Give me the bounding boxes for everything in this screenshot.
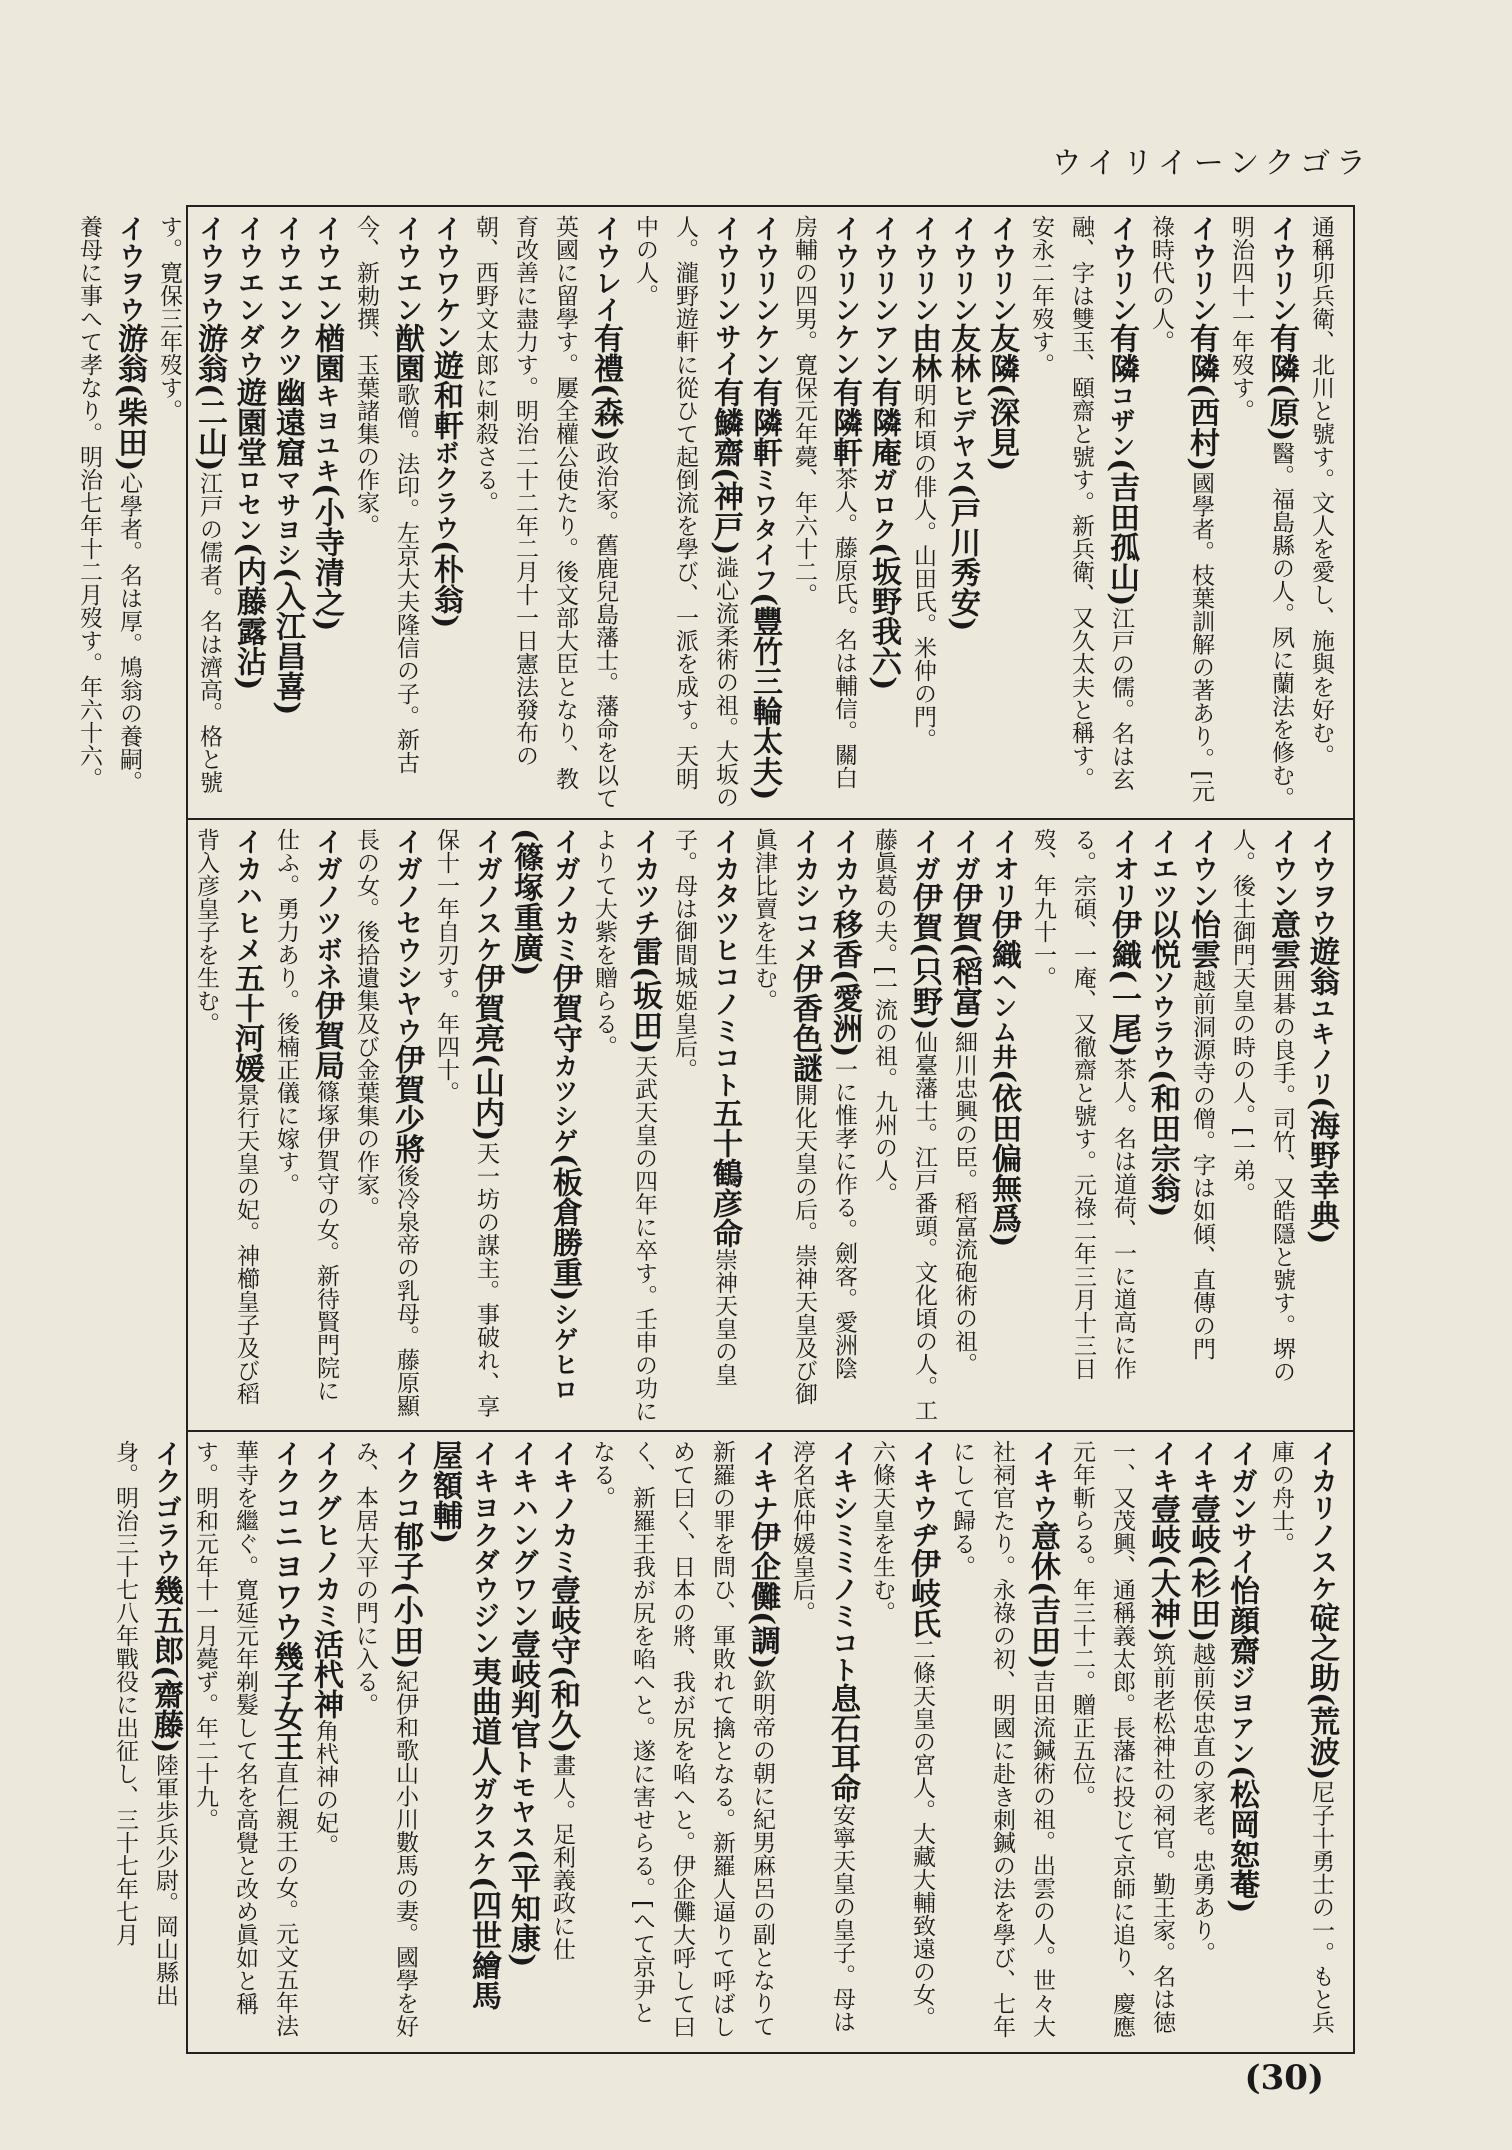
entry-block-top	[76, 215, 1341, 811]
entry-headword-kana: イウン	[1187, 828, 1218, 909]
entry-term: 怡雲	[1185, 909, 1220, 969]
entry-reading: キヨユキ	[312, 383, 341, 483]
entry-term: 夷曲道人	[466, 1656, 501, 1776]
entry-description: 天武天皇の四年に卒す。壬申の功によりて大紫を贈らる。	[591, 828, 657, 1423]
entry-term: 五十鶴彦命	[707, 1098, 742, 1248]
entry-term: 有隣庵	[866, 377, 901, 467]
dictionary-entry	[268, 215, 307, 811]
entry-term: 幽遠窟	[270, 377, 305, 467]
dictionary-entry	[426, 215, 465, 811]
entry-block-middle	[193, 828, 1341, 1423]
entry-term: (入江昌喜)	[270, 567, 305, 716]
entry-description: 茶人。藤原氏。名は輔信。關白房輔の四男。寛保元年薨、年六十二。	[791, 215, 857, 789]
entry-term: 遊翁	[1304, 936, 1339, 996]
entry-reading: ロセン	[234, 467, 263, 542]
entry-term: 伊織(一尾)	[1106, 909, 1141, 1058]
entry-headword-kana: イカシコメ	[789, 828, 820, 963]
entry-headword-kana: イウン	[1267, 828, 1298, 909]
entry-term: (吉田孤山)	[1104, 458, 1139, 607]
entry-description: 欽明帝の朝に紀男麻呂の副となりて新羅の罪を問ひ、軍敗れて擒となる。新羅人逼りて呼ばしめて曰く、日本の將、我が尻を啗へと。伊企儺大呼して曰く、新羅王我が尻を啗へと。遂に害せらる。[へて京尹となる。	[589, 1440, 775, 2038]
entry-headword-kana: イカリノスケ	[1306, 1440, 1337, 1602]
entry-headword-kana: イクグヒノカミ	[310, 1440, 341, 1629]
entry-headword-kana: イクゴラウ	[150, 1440, 181, 1575]
entry-block-bottom	[112, 1440, 1341, 2040]
entry-headword-kana: イキハングワン	[507, 1440, 538, 1629]
entry-headword-kana: イウヲウ	[1306, 828, 1337, 936]
entry-term: 游翁(二山)	[192, 323, 227, 472]
entry-term: 幾五郎(齋藤)	[148, 1575, 183, 1754]
dictionary-entry	[1021, 215, 1141, 811]
entry-term: 壹岐(大神)	[1145, 1494, 1180, 1643]
entry-description: 角杙神の妃。	[312, 1719, 338, 1857]
entry-term: 伊香色謎	[787, 963, 822, 1083]
dictionary-entry	[903, 215, 943, 811]
entry-description: 筑前老松神社の祠官。勤王家。名は徳一、又茂興、通稱義太郎。長藩に投じて京師に追り、慶應元年斬らる。年三十二。贈正五位。	[1069, 1440, 1175, 2038]
entry-term: (小寺清之)	[309, 483, 344, 632]
dictionary-entry	[584, 828, 664, 1423]
dictionary-entry	[1141, 215, 1221, 811]
entry-headword-kana: イウリン	[908, 215, 939, 323]
dictionary-entry	[824, 828, 864, 1423]
dictionary-entry	[745, 215, 784, 811]
entry-term: 意休(吉田)	[1025, 1521, 1060, 1670]
entry-description: 二條天皇の宮人。大藏大輔致遠の女。六條天皇を生む。	[869, 1440, 935, 2029]
entry-term: (坂野我六)	[866, 542, 901, 691]
entry-headword-kana: イウリン	[1266, 215, 1297, 323]
entry-term: 有隣(西村)	[1184, 323, 1219, 472]
entry-headword-kana: イウエン	[311, 215, 342, 323]
entry-description: 越前洞源寺の僧。字は如傾、直傳の門	[1189, 969, 1215, 1360]
dictionary-entry	[149, 215, 229, 811]
entry-description: 政治家。舊鹿兒島藩士。藩命を以て英國に留學す。屢全權公使たり。後文部大臣となり、教育改善に盡力す。明治二十二年二月十一日憲法發布の朝、西野文太郎に刺殺さる。	[472, 215, 618, 810]
running-head: ウイリイーンクゴラ	[1051, 146, 1372, 181]
entry-term: 雷(坂田)	[627, 936, 662, 1055]
dictionary-entry	[982, 215, 1021, 811]
dictionary-entry	[503, 1440, 542, 2040]
entry-headword-kana: イガ	[949, 828, 980, 882]
entry-term: (板倉勝重)	[547, 1153, 582, 1302]
entry-reading: カツシゲ	[550, 1053, 579, 1153]
entry-description: 仙臺藩士。江戸番頭。文化頃の人。工藤眞葛の夫。[一流の祖。九州の人。	[871, 828, 937, 1422]
entry-headword-kana: イウエン	[391, 215, 422, 323]
entry-description: 江戸の儒。名は玄融、字は雙玉、頤齋と號す。新兵衛、又久太夫と稱す。安永二年歿す。	[1028, 215, 1134, 791]
entry-term: (豐竹三輪太夫)	[747, 592, 782, 801]
entry-reading: コザン	[1107, 383, 1136, 458]
entry-term: (海野幸典)	[1304, 1096, 1339, 1245]
dictionary-entry	[185, 1440, 305, 2040]
entry-description: 心學者。名は厚。鳩翁の養嗣。養母に事へて孝なり。明治七年十二月歿す。年六十六。	[76, 215, 142, 794]
entry-description: 尼子十勇士の一。もと兵庫の舟士。	[1268, 1440, 1334, 2034]
entry-term: 有隣軒	[747, 377, 782, 467]
entry-term: 由林	[906, 323, 941, 383]
entry-term: 伊賀(只野)	[907, 882, 942, 1031]
entry-description: 囲碁の良手。司竹、又皓隱と號す。堺の人。後土御門天皇の時の人。[一弟。	[1229, 828, 1295, 1383]
entry-headword-kana: イウリンケン	[829, 215, 860, 377]
entry-term: 游翁(柴田)	[112, 323, 147, 472]
entry-term: 伊企儺(調)	[745, 1521, 780, 1670]
entry-term: (松岡恕菴)	[1224, 1765, 1259, 1914]
dictionary-entry	[345, 1440, 425, 2040]
entry-description: 茶人。名は道荷、一に道高に作る。宗碩、一庵、又徹齋と號す。元祿二年三月十三日歿、年九十一。	[1030, 828, 1136, 1380]
entry-term: (和田宗翁)	[1145, 1069, 1180, 1218]
entry-reading: ヒデヤス	[948, 383, 977, 483]
dictionary-entry	[1062, 1440, 1182, 2040]
entry-headword-kana: イウリン	[1186, 215, 1217, 323]
entry-headword-kana: イクコ	[390, 1440, 421, 1521]
entry-reading: ミワタイフ	[750, 467, 779, 592]
dictionary-entry	[229, 215, 268, 811]
dictionary-entry	[582, 1440, 782, 2040]
entry-term: 壹岐守(和久)	[545, 1575, 580, 1754]
dictionary-entry	[1182, 1440, 1222, 2040]
entry-headword-kana: イウリン	[1106, 215, 1137, 323]
section-divider	[186, 1430, 1353, 1432]
entry-term: 壹岐(杉田)	[1185, 1494, 1220, 1643]
entry-term: 遊和軒	[428, 350, 463, 440]
entry-term: 有隣(原)	[1264, 323, 1299, 442]
entry-description: 醫。福島縣の人。夙に蘭法を修む。明治四十一年歿す。	[1228, 215, 1294, 810]
dictionary-entry	[542, 1440, 582, 2040]
entry-description: 畫人。足利義政に仕	[549, 1753, 575, 1961]
entry-headword-kana: イキウ	[1027, 1440, 1058, 1521]
entry-headword-kana: イウエンクツ	[272, 215, 303, 377]
dictionary-entry	[784, 215, 864, 811]
entry-term: 幾子女王	[268, 1641, 303, 1761]
entry-term: 友隣(深見)	[984, 323, 1019, 472]
entry-reading: トモヤス	[508, 1749, 537, 1849]
entry-headword-kana: イキ	[1187, 1440, 1218, 1494]
entry-term: 楢園	[309, 323, 344, 383]
entry-description: 篠塚伊賀守の女。新待賢門院に仕ふ。勇力あり。後楠正儀に嫁す。	[273, 828, 339, 1402]
dictionary-entry	[105, 1440, 185, 2040]
entry-headword-kana: イキシミミノミコト	[827, 1440, 858, 1683]
entry-reading: ボクラウ	[431, 440, 460, 540]
entry-term: 伊賀少將	[389, 1044, 424, 1164]
dictionary-entry	[942, 1440, 1062, 2040]
entry-headword-kana: イウワケン	[430, 215, 461, 350]
entry-headword-kana: イカタツヒコノミコト	[709, 828, 740, 1098]
entry-headword-kana: イガ	[909, 828, 940, 882]
page-number: (30)	[1244, 2058, 1324, 2098]
entry-term: (戸川秀安)	[945, 483, 980, 632]
entry-headword-kana: イウリンサイ	[710, 215, 741, 377]
entry-term: 猷園	[389, 323, 424, 383]
entry-term: 怡顔齋	[1224, 1575, 1259, 1665]
entry-headword-kana: イウリン	[947, 215, 978, 323]
entry-headword-kana: イカハヒメ	[231, 828, 262, 963]
dictionary-entry	[625, 215, 745, 811]
entry-reading: ヘンム井	[989, 969, 1018, 1069]
entry-term: (朴翁)	[428, 540, 463, 629]
entry-term: 息石耳命	[825, 1683, 860, 1803]
entry-headword-kana: イウリンケン	[749, 215, 780, 377]
entry-headword-kana: イカウ	[829, 828, 860, 909]
entry-term: 遊園堂	[231, 377, 266, 467]
entry-headword-kana: イキウヂ	[907, 1440, 938, 1548]
entry-term: 移香(愛洲)	[827, 909, 862, 1058]
dictionary-entry	[1221, 215, 1301, 811]
entry-description: 越前侯忠直の家老。忠勇あり。	[1189, 1642, 1215, 1965]
entry-term: 伊賀(稻富)	[947, 882, 982, 1031]
entry-term: 伊賀亮(山内)	[469, 963, 504, 1142]
entry-reading: ソウラウ	[1148, 969, 1177, 1069]
dictionary-entry	[1302, 828, 1341, 1423]
dictionary-entry	[186, 828, 266, 1423]
entry-headword-kana: イオリ	[1108, 828, 1139, 909]
entry-description: 紀伊和歌山小川數馬の妻。國學を好み、本居大平の門に入る。	[352, 1440, 418, 2038]
entry-term: 伊岐氏	[905, 1548, 940, 1638]
entry-headword-kana: イウリン	[986, 215, 1017, 323]
entry-headword-kana: イウヲウ	[194, 215, 225, 323]
entry-headword-kana: イガンサイ	[1226, 1440, 1257, 1575]
dictionary-entry	[346, 215, 426, 811]
dictionary-entry	[506, 828, 584, 1423]
entry-term: 伊織	[986, 909, 1021, 969]
entry-term: 有隣	[1104, 323, 1139, 383]
entry-headword-kana: イガノツボネ	[311, 828, 342, 990]
dictionary-entry	[305, 1440, 345, 2040]
entry-term: 活杙神	[308, 1629, 343, 1719]
dictionary-entry	[1261, 1440, 1341, 2040]
dictionary-entry	[1143, 828, 1182, 1423]
entry-headword-kana: イキノカミ	[547, 1440, 578, 1575]
entry-term: 意雲	[1265, 909, 1300, 969]
entry-headword-kana: イキナ	[747, 1440, 778, 1521]
entry-headword-kana: イカツチ	[629, 828, 660, 936]
entry-term: 以悦	[1145, 909, 1180, 969]
dictionary-entry	[425, 1440, 503, 2040]
entry-reading: ジヨアン	[1227, 1665, 1256, 1765]
dictionary-entry	[1182, 828, 1222, 1423]
entry-headword-kana: イウリンアン	[868, 215, 899, 377]
dictionary-entry	[864, 828, 944, 1423]
entry-term: 郁子(小田)	[388, 1521, 423, 1670]
dictionary-entry	[1222, 828, 1302, 1423]
dictionary-entry	[862, 1440, 942, 2040]
entry-headword-kana: イキヨクダウジン	[468, 1440, 499, 1656]
dictionary-entry	[944, 828, 984, 1423]
entry-description: 細川忠興の臣。稻富流砲術の祖。	[951, 1030, 977, 1376]
entry-term: 有隣軒	[827, 377, 862, 467]
entry-term: (内藤露沾)	[231, 542, 266, 691]
entry-reading: ガクスケ	[469, 1776, 498, 1876]
entry-reading: マサヨシ	[273, 467, 302, 567]
entry-description: 崇神天皇の皇子。母は御間城姫皇后。	[671, 828, 737, 1386]
entry-headword-kana: イウレイ	[590, 215, 621, 323]
entry-description: 歌僧。法印。左京大夫隆信の子。新古今、新勅撰、玉葉諸集の作家。	[353, 215, 419, 774]
entry-term: 碇之助(荒波)	[1304, 1602, 1339, 1781]
entry-headword-kana: イクコ	[270, 1440, 301, 1521]
entry-term: 有禮(森)	[588, 323, 623, 442]
entry-headword-kana: イウエンダウ	[233, 215, 264, 377]
dictionary-entry	[864, 215, 903, 811]
entry-term: (四世繪馬屋額輔)	[427, 1440, 501, 2011]
section-divider	[186, 818, 1353, 820]
entry-headword-kana: イオリ	[988, 828, 1019, 909]
entry-headword-kana: イガノセウシヤウ	[391, 828, 422, 1044]
entry-term: 友林	[945, 323, 980, 383]
entry-term: 伊賀守	[547, 963, 582, 1053]
dictionary-entry	[1023, 828, 1143, 1423]
entry-continuation: 通稱卯兵衛、北川と號す。文人を愛し、施與を好む。	[1308, 215, 1334, 767]
entry-description: 直仁親王の女。元文五年法華寺を繼ぐ。寛延元年剃髮して名を高覺と改め眞如と稱す。明和元年十一月薨ず。年二十九。	[192, 1440, 298, 2037]
entry-description: 安寧天皇の皇子。母は渟名底仲媛皇后。	[789, 1440, 855, 2033]
entry-description: 澁心流柔術の祖。大坂の人。瀧野遊軒に從ひて起倒流を學び、一派を成す。天明中の人。	[632, 215, 738, 809]
entry-term: ニヨワウ	[268, 1521, 303, 1641]
entry-headword-kana: イガノカミ	[549, 828, 580, 963]
entry-term: (平知康)	[505, 1849, 540, 1968]
dictionary-entry	[307, 215, 346, 811]
entry-term: 壹岐判官	[505, 1629, 540, 1749]
dictionary-entry	[69, 215, 149, 811]
entry-description: 吉田流鍼術の祖。出雲の人。世々大社祠官たり。永祿の初、明國に赴き刺鍼の法を學び、七年にして歸る。	[949, 1440, 1055, 2038]
entry-headword-kana: イウヲウ	[114, 215, 145, 323]
dictionary-entry	[782, 1440, 862, 2040]
entry-description: 江戸の儒者。名は濟高。格と號す。寛保三年歿す。	[156, 215, 222, 794]
dictionary-entry	[943, 215, 982, 811]
entry-description: 明和頃の俳人。山田氏。米仲の門。	[910, 383, 936, 751]
entry-term: 有鱗齋(神戸)	[708, 377, 743, 556]
entry-description: 天一坊の謀主。事破れ、享保十一年自刃す。年四十。	[433, 828, 499, 1418]
entry-term: (篠塚重廣)	[508, 828, 543, 977]
dictionary-entry	[744, 828, 824, 1423]
entry-term: (依田偏無爲)	[986, 1069, 1021, 1248]
entry-headword-kana: イエツ	[1147, 828, 1178, 909]
entry-description: 一に惟孝に作る。劍客。愛洲陰	[831, 1057, 857, 1380]
entry-term: 伊賀局	[309, 990, 344, 1080]
entry-reading: ユキノリ	[1307, 996, 1336, 1096]
entry-description: 陸軍歩兵少尉。岡山縣出身。明治三十七八年戰役に出征し、三十七年七月	[112, 1440, 178, 2007]
entry-description: 後冷泉帝の乳母。藤原顯長の女。後拾遺集及び金葉集の作家。	[353, 828, 419, 1417]
dictionary-entry	[984, 828, 1023, 1423]
dictionary-entry	[1301, 215, 1341, 811]
dictionary-entry	[266, 828, 346, 1423]
entry-reading: ガロク	[869, 467, 898, 542]
dictionary-entry	[1222, 1440, 1261, 2040]
entry-headword-kana: イガノスケ	[471, 828, 502, 963]
dictionary-entry	[465, 215, 625, 811]
entry-description: 開化天皇の后。崇神天皇及び御眞津比賣を生む。	[751, 828, 817, 1405]
entry-description: 國學者。枝葉訓解の著あり。[元祿時代の人。	[1148, 215, 1214, 803]
entry-term: 五十河媛	[229, 963, 264, 1083]
dictionary-entry	[346, 828, 426, 1423]
entry-headword-kana: イキ	[1147, 1440, 1178, 1494]
dictionary-entry	[664, 828, 744, 1423]
entry-reading: シゲヒロ	[550, 1301, 579, 1402]
dictionary-entry	[426, 828, 506, 1423]
entry-description: 景行天皇の妃。神櫛皇子及び稻背入彦皇子を生む。	[193, 828, 259, 1405]
